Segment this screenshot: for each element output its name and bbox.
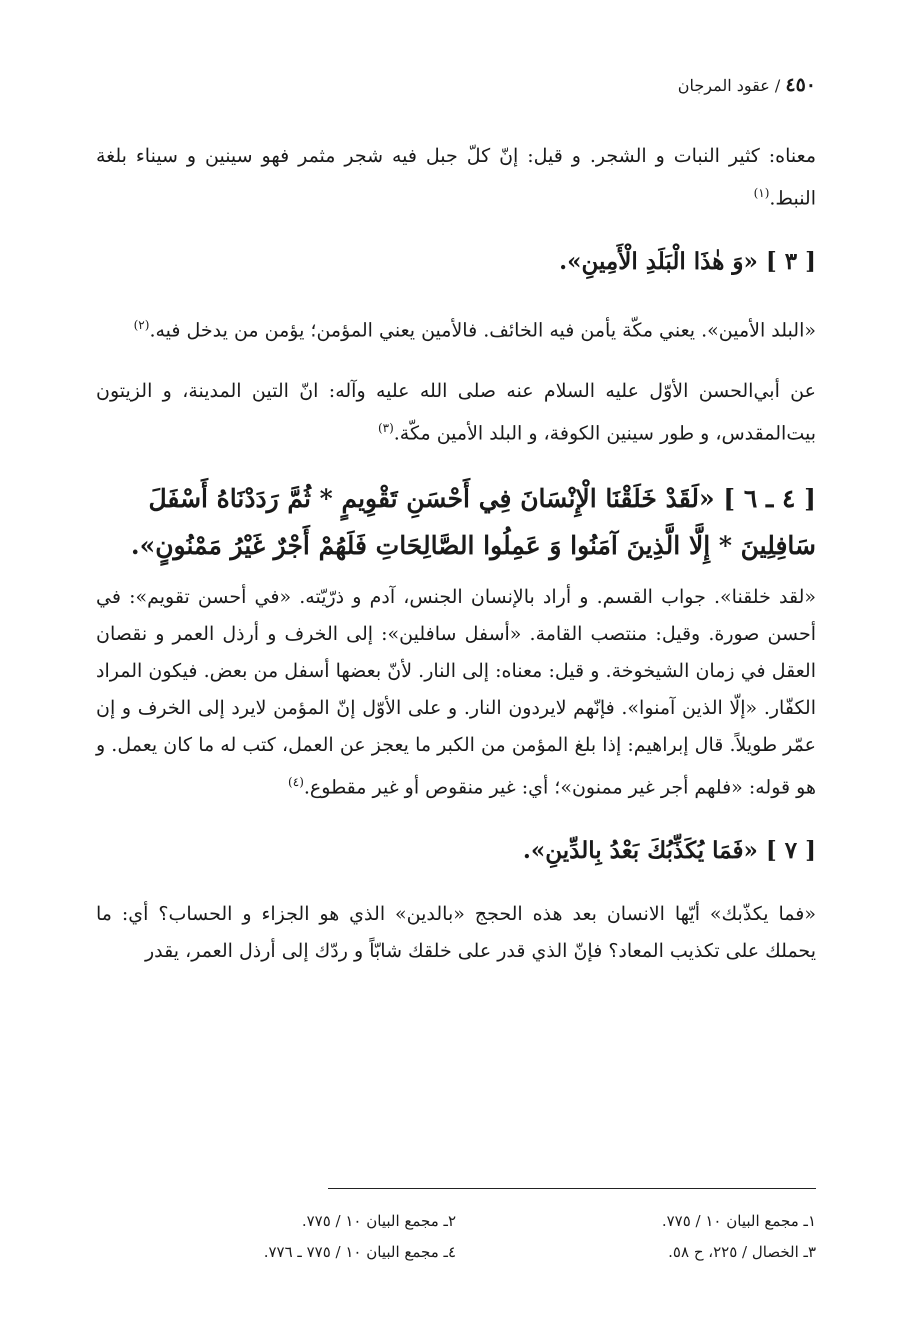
footnote-2: ٢ـ مجمع البيان ١٠ / ٧٧٥. [301,1212,456,1230]
footnotes [96,1206,816,1268]
page [96,0,816,1326]
paragraph-1: معناه: كثير النبات و الشجر. و قيل: إنّ كلّ جبل فيه شجر مثمر فهو سينين و سيناء بلغة النبط.$^{(١)}$ [96,145,816,210]
verse-4-6-heading: [ ٤ ـ ٦ ] «لَقَدْ خَلَقْنَا الْإِنْسَانَ فِي أَحْسَنِ تَقْوِيمٍ * ثُمَّ رَدَدْنَاهُ أَسْفَلَ سَافِلِينَ * إِلَّا الَّذِينَ آمَنُوا وَ عَمِلُوا الصَّالِحَاتِ فَلَهُمْ أَجْرٌ غَيْرُ مَمْنُونٍ». [130,483,816,560]
verse-3-heading: [ ٣ ] «وَ هٰذَا الْبَلَدِ الْأَمِينِ». [559,248,816,276]
paragraph-3: عن أبي‌الحسن الأوّل عليه السلام عنه صلى الله عليه وآله: انّ التين المدينة، و الزيتون بيت‌المقدس، و طور سينين الكوفة، و البلد الأمين مكّة.$^{(٣)}$ [96,379,816,444]
paragraph-5: «فما يكذّبك» أيّها الانسان بعد هذه الحجج «بالدين» الذي هو الجزاء و الحساب؟ أي: ما يحملك على تكذيب المعاد؟ فإنّ الذي قدر على خلقك شابّاً و ردّك إلى أرذل العمر، يقدر [96,903,816,963]
footnote-4: ٤ـ مجمع البيان ١٠ / ٧٧٥ ـ ٧٧٦. [263,1243,456,1261]
footnote-1: ١ـ مجمع البيان ١٠ / ٧٧٥. [661,1212,816,1230]
book-title: عقود المرجان [677,76,770,95]
paragraph-4: «لقد خلقنا». جواب القسم. و أراد بالإنسان الجنس، آدم و ذرّيّته. «في أحسن تقويم»: في أحسن صورة. وقيل: منتصب القامة. «أسفل سافلين»: إلى الخرف و أرذل العمر و نقصان العقل في زمان الشيخوخة. و قيل: معناه: إلى النار. لأنّ بعضها أسفل من بعض. فيكون المراد الكفّار. «إلّا الذين آمنوا». فإنّهم لايردون النار. و على الأوّل إنّ المؤمن لايرد إلى الخرف و إن عمّر طويلاً. قال إبراهيم: إذا بلغ المؤمن من الكبر ما يعجز عن العمل، كتب له ما كان يعمل. و هو قوله: «فلهم أجر غير ممنون»؛ أي: غير منقوص أو غير مقطوع.$^{(٤)}$ [96,585,816,799]
header-separator: / [774,76,781,95]
footnote-divider [328,1188,816,1189]
footnote-ref-1: (١) [753,186,770,200]
paragraph-2: «البلد الأمين». يعني مكّة يأمن فيه الخائف. فالأمين يعني المؤمن؛ يؤمن من يدخل فيه.$^{(٢)}$ [133,318,816,342]
page-number: ٤٥٠ [785,74,816,96]
running-header [678,74,816,96]
footnote-ref-2: (٢) [133,318,150,333]
footnote-ref-3: (٣) [377,420,394,435]
verse-7-heading: [ ٧ ] «فَمَا يُكَذِّبُكَ بَعْدُ بِالدِّينِ». [522,837,816,865]
footnote-ref-4: (٤) [288,774,304,789]
footnote-3: ٣ـ الخصال / ٢٢٥، ح ٥٨. [668,1243,816,1261]
main-text [96,138,816,970]
